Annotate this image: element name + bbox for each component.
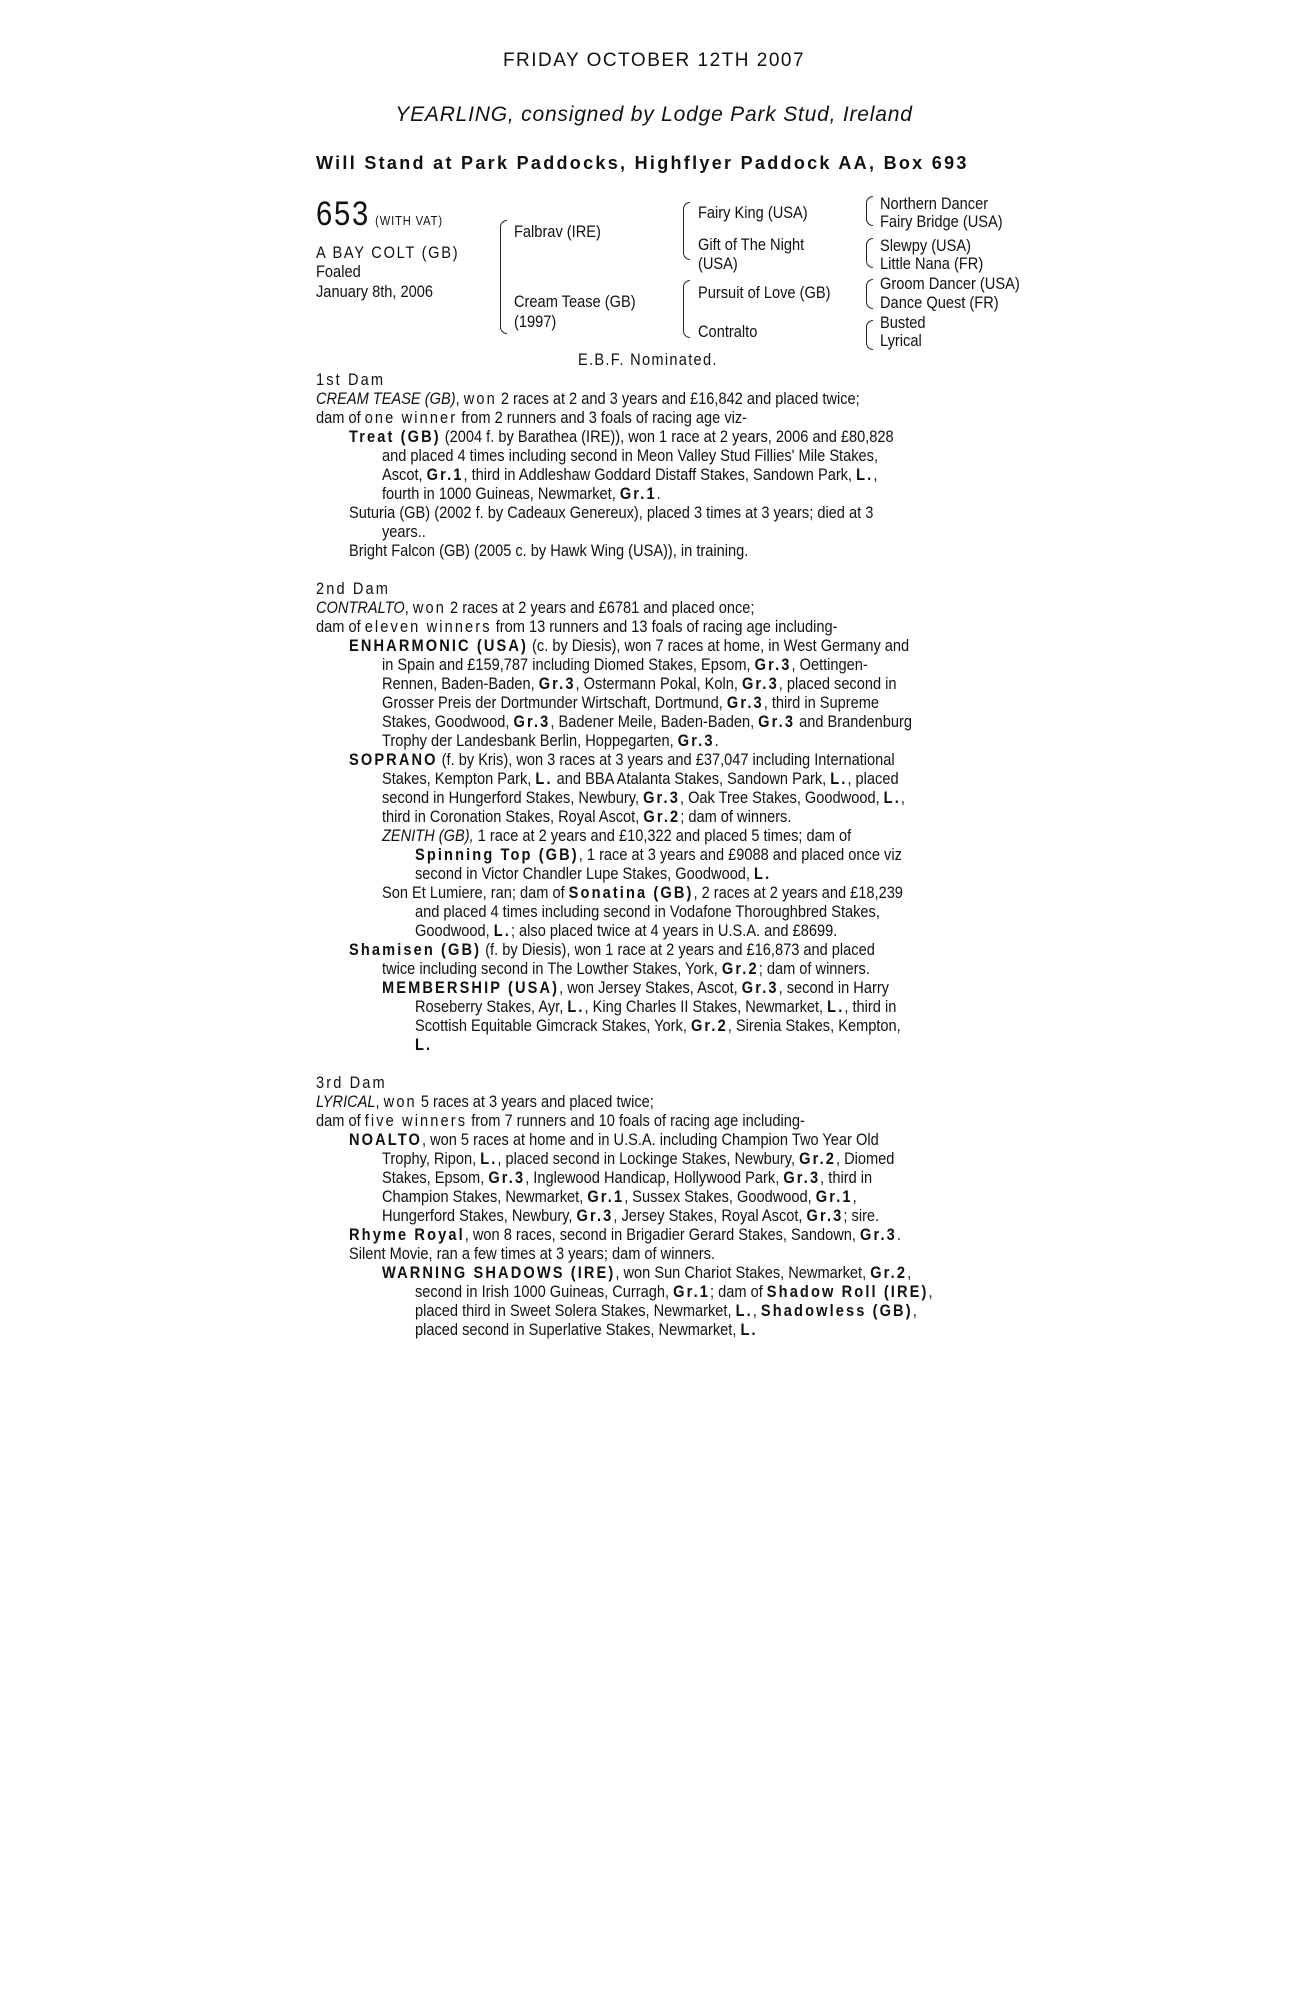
foaled-date: January 8th, 2006 (316, 282, 434, 301)
lot-description: A BAY COLT (GB) (316, 243, 460, 262)
produce-membership-line3: Scottish Equitable Gimcrack Stakes, York, Gr.2, Sirenia Stakes, Kempton, (415, 1016, 901, 1035)
pedigree-dam-year: (1997) (514, 312, 557, 331)
produce-son-et-lumiere-line2: and placed 4 times including second in Vodafone Thoroughbred Stakes, (415, 902, 880, 921)
third-dam-heading: 3rd Dam (316, 1073, 387, 1092)
pedigree-dds: Busted (880, 313, 926, 332)
stand-location: Will Stand at Park Paddocks, Highflyer Paddock AA, Box 693 (316, 153, 969, 173)
produce-warning-shadows-line3: placed third in Sweet Solera Stakes, Newmarket, L., Shadowless (GB), (415, 1301, 917, 1320)
produce-suturia: Suturia (GB) (2002 f. by Cadeaux Genereux), placed 3 times at 3 years; died at 3 (349, 503, 874, 522)
produce-treat-line4: fourth in 1000 Guineas, Newmarket, Gr.1. (382, 484, 661, 503)
produce-shamisen: Shamisen (GB) (f. by Diesis), won 1 race at 2 years and £16,873 and placed (349, 940, 875, 959)
produce-enharmonic-line6: Trophy der Landesbank Berlin, Hoppegarten, Gr.3. (382, 731, 719, 750)
pedigree-brace-sire (683, 202, 690, 260)
pedigree-dsd: Dance Quest (FR) (880, 293, 999, 312)
produce-noalto: NOALTO, won 5 races at home and in U.S.A. including Champion Two Year Old (349, 1130, 879, 1149)
second-dam-heading: 2nd Dam (316, 579, 391, 598)
produce-bright-falcon: Bright Falcon (GB) (2005 c. by Hawk Wing (USA)), in training. (349, 541, 749, 560)
pedigree-sire-dam: Gift of The Night (698, 235, 805, 254)
produce-soprano-line4: third in Coronation Stakes, Royal Ascot, Gr.2; dam of winners. (382, 807, 792, 826)
produce-enharmonic-line2: in Spain and £159,787 including Diomed Stakes, Epsom, Gr.3, Oettingen- (382, 655, 868, 674)
produce-warning-shadows-line2: second in Irish 1000 Guineas, Curragh, Gr.1; dam of Shadow Roll (IRE), (415, 1282, 933, 1301)
produce-son-et-lumiere-line3: Goodwood, L.; also placed twice at 4 years in U.S.A. and £8699. (415, 921, 838, 940)
pedigree-ssd: Fairy Bridge (USA) (880, 212, 1003, 231)
produce-noalto-line4: Champion Stakes, Newmarket, Gr.1, Sussex Stakes, Goodwood, Gr.1, (382, 1187, 857, 1206)
sale-date: FRIDAY OCTOBER 12TH 2007 (502, 50, 806, 71)
lot-number-line (316, 195, 443, 234)
produce-zenith: ZENITH (GB), 1 race at 2 years and £10,322 and placed 5 times; dam of (382, 826, 852, 845)
produce-enharmonic-line5: Stakes, Goodwood, Gr.3, Badener Meile, Baden-Baden, Gr.3 and Brandenburg (382, 712, 912, 731)
produce-noalto-line5: Hungerford Stakes, Newbury, Gr.3, Jersey Stakes, Royal Ascot, Gr.3; sire. (382, 1206, 880, 1225)
pedigree-ddd: Lyrical (880, 331, 922, 350)
produce-zenith-line3: second in Victor Chandler Lupe Stakes, Goodwood, L. (415, 864, 772, 883)
produce-shamisen-line2: twice including second in The Lowther Stakes, York, Gr.2; dam of winners. (382, 959, 870, 978)
produce-noalto-line3: Stakes, Epsom, Gr.3, Inglewood Handicap, Hollywood Park, Gr.3, third in (382, 1168, 873, 1187)
second-dam-produce: dam of eleven winners from 13 runners and 13 foals of racing age including- (316, 617, 838, 636)
pedigree-sss: Northern Dancer (880, 194, 989, 213)
pedigree-brace-dam (683, 280, 690, 338)
pedigree-dam: Cream Tease (GB) (514, 292, 636, 311)
pedigree-sire-sire: Fairy King (USA) (698, 203, 808, 222)
produce-enharmonic-line4: Grosser Preis der Dortmunder Wirtschaft, Dortmund, Gr.3, third in Supreme (382, 693, 879, 712)
produce-soprano-line3: second in Hungerford Stakes, Newbury, Gr.3, Oak Tree Stakes, Goodwood, L., (382, 788, 905, 807)
pedigree-dam-dam: Contralto (698, 322, 758, 341)
foaled-label: Foaled (316, 262, 361, 281)
pedigree-brace-dd (866, 320, 873, 350)
produce-treat-line2: and placed 4 times including second in Meon Valley Stud Fillies' Mile Stakes, (382, 446, 879, 465)
pedigree-sdd: Little Nana (FR) (880, 254, 984, 273)
produce-enharmonic-line3: Rennen, Baden-Baden, Gr.3, Ostermann Pokal, Koln, Gr.3, placed second in (382, 674, 897, 693)
third-dam-line: LYRICAL, won 5 races at 3 years and placed twice; (316, 1092, 654, 1111)
third-dam-produce: dam of five winners from 7 runners and 10 foals of racing age including- (316, 1111, 805, 1130)
produce-warning-shadows: WARNING SHADOWS (IRE), won Sun Chariot Stakes, Newmarket, Gr.2, (382, 1263, 912, 1282)
pedigree-dam-sire: Pursuit of Love (GB) (698, 283, 831, 302)
first-dam-line: CREAM TEASE (GB), won 2 races at 2 and 3 years and £16,842 and placed twice; (316, 389, 860, 408)
second-dam-line: CONTRALTO, won 2 races at 2 years and £6781 and placed once; (316, 598, 755, 617)
produce-membership: MEMBERSHIP (USA), won Jersey Stakes, Ascot, Gr.3, second in Harry (382, 978, 889, 997)
produce-rhyme-royal: Rhyme Royal, won 8 races, second in Brigadier Gerard Stakes, Sandown, Gr.3. (349, 1225, 901, 1244)
produce-membership-line4: L. (415, 1035, 433, 1054)
produce-soprano-line2: Stakes, Kempton Park, L. and BBA Atalanta Stakes, Sandown Park, L., placed (382, 769, 899, 788)
pedigree-brace-sd (866, 238, 873, 268)
produce-suturia-line2: years.. (382, 522, 426, 541)
lot-number: 653 (316, 195, 370, 233)
produce-soprano: SOPRANO (f. by Kris), won 3 races at 3 years and £37,047 including International (349, 750, 895, 769)
produce-silent-movie: Silent Movie, ran a few times at 3 years; dam of winners. (349, 1244, 716, 1263)
pedigree-sds: Slewpy (USA) (880, 236, 971, 255)
produce-warning-shadows-line4: placed second in Superlative Stakes, Newmarket, L. (415, 1320, 758, 1339)
pedigree-brace-main (500, 220, 507, 334)
pedigree-brace-ss (866, 196, 873, 226)
pedigree-sire: Falbrav (IRE) (514, 222, 601, 241)
first-dam-heading: 1st Dam (316, 370, 386, 389)
pedigree-dss: Groom Dancer (USA) (880, 274, 1020, 293)
produce-noalto-line2: Trophy, Ripon, L., placed second in Lockinge Stakes, Newbury, Gr.2, Diomed (382, 1149, 895, 1168)
lot-vat: (WITH VAT) (375, 213, 443, 228)
produce-son-et-lumiere: Son Et Lumiere, ran; dam of Sonatina (GB), 2 races at 2 years and £18,239 (382, 883, 903, 902)
produce-enharmonic: ENHARMONIC (USA) (c. by Diesis), won 7 races at home, in West Germany and (349, 636, 910, 655)
produce-zenith-line2: Spinning Top (GB), 1 race at 3 years and £9088 and placed once viz (415, 845, 902, 864)
produce-treat-line3: Ascot, Gr.1, third in Addleshaw Goddard Distaff Stakes, Sandown Park, L., (382, 465, 878, 484)
consignment-line: YEARLING, consigned by Lodge Park Stud, Ireland (395, 103, 913, 126)
pedigree-sire-dam-country: (USA) (698, 254, 738, 273)
ebf-nominated: E.B.F. Nominated. (578, 350, 718, 369)
first-dam-produce: dam of one winner from 2 runners and 3 foals of racing age viz- (316, 408, 748, 427)
produce-membership-line2: Roseberry Stakes, Ayr, L., King Charles II Stakes, Newmarket, L., third in (415, 997, 897, 1016)
produce-treat: Treat (GB) (2004 f. by Barathea (IRE)), won 1 race at 2 years, 2006 and £80,828 (349, 427, 894, 446)
pedigree-brace-ds (866, 279, 873, 309)
